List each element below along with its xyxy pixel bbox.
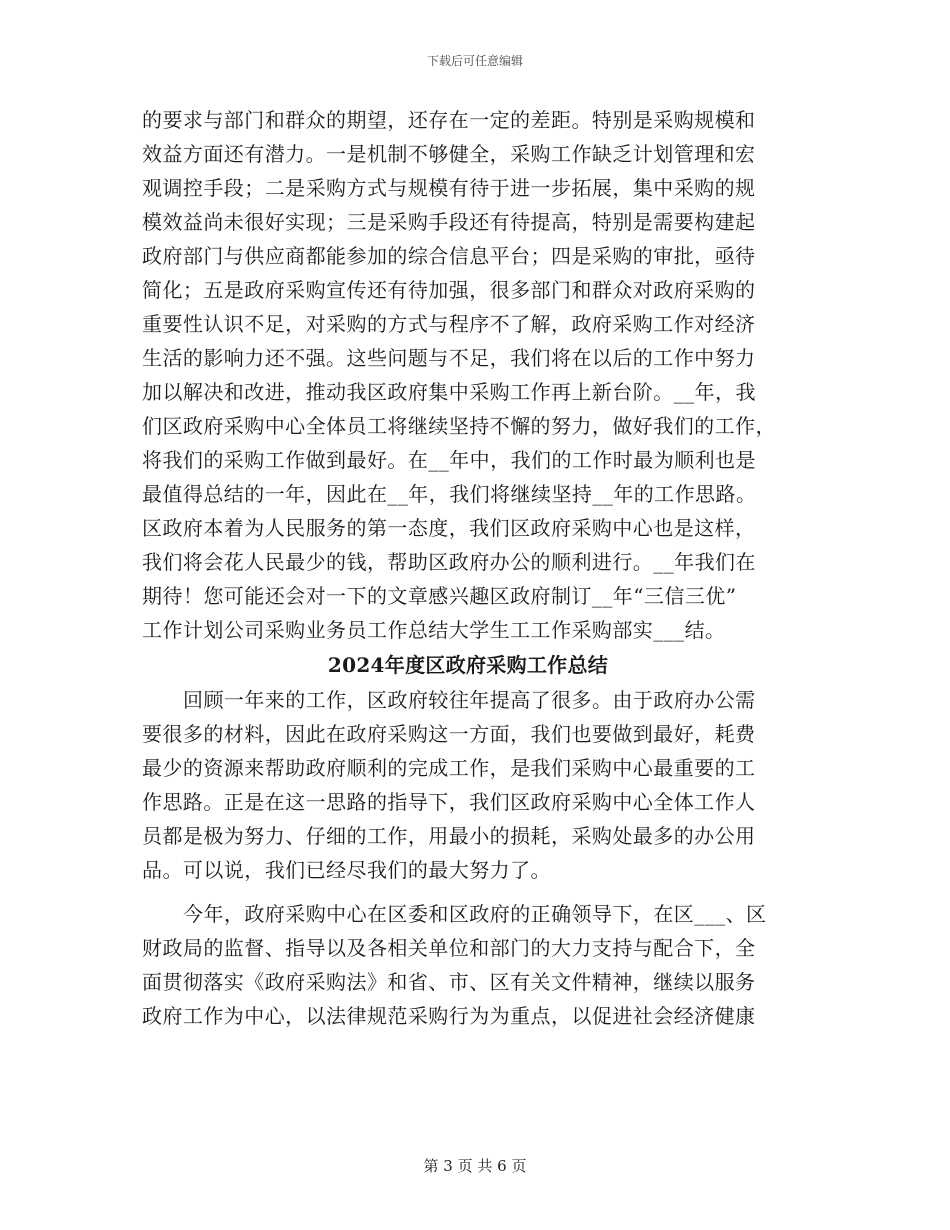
text-line: 效益方面还有潜力。一是机制不够健全，采购工作缺乏计划管理和宏 [142,142,756,166]
text-line: 观调控手段；二是采购方式与规模有待于进一步拓展，集中采购的规 [142,176,756,200]
document-title: 2024年度区政府采购工作总结 [327,653,609,677]
text-line: 简化；五是政府采购宣传还有待加强，很多部门和群众对政府采购的 [142,278,756,302]
text-line: 们区政府采购中心全体员工将继续坚持不懈的努力，做好我们的工作， [142,414,776,438]
paragraph-review [142,683,794,887]
text-line: 区政府本着为人民服务的第一态度，我们区政府采购中心也是这样， [142,516,756,540]
document-body [142,103,794,1033]
text-line: 的要求与部门和群众的期望，还存在一定的差距。特别是采购规模和 [142,108,756,132]
text-line: 模效益尚未很好实现；三是采购手段还有待提高，特别是需要构建起 [142,210,756,234]
paragraph-this-year [142,897,794,1033]
paragraph-continued [142,103,794,647]
text-line: 政府部门与供应商都能参加的综合信息平台；四是采购的审批，亟待 [142,244,756,268]
text-line: 今年，政府采购中心在区委和区政府的正确领导下，在区___、区 [183,902,767,926]
text-line: 工作计划公司采购业务员工作总结大学生工工作采购部实___结。 [142,618,726,642]
text-line: 重要性认识不足，对采购的方式与程序不了解，政府采购工作对经济 [142,312,756,336]
text-line: 财政局的监督、指导以及各相关单位和部门的大力支持与配合下，全 [142,936,756,960]
paragraph-gap [142,887,794,897]
page-header: 下载后可任意编辑 [426,54,523,68]
text-line: 加以解决和改进，推动我区政府集中采购工作再上新台阶。__年，我 [142,380,756,404]
text-line: 将我们的采购工作做到最好。在__年中，我们的工作时最为顺利也是 [142,448,756,472]
text-line: 品。可以说，我们已经尽我们的最大努力了。 [142,858,551,882]
text-line: 生活的影响力还不强。这些问题与不足，我们将在以后的工作中努力 [142,346,756,370]
text-line: 最值得总结的一年，因此在__年，我们将继续坚持__年的工作思路。 [142,482,757,506]
text-line: 面贯彻落实《政府采购法》和省、市、区有关文件精神，继续以服务 [142,970,756,994]
text-line: 作思路。正是在这一思路的指导下，我们区政府采购中心全体工作人 [142,790,756,814]
text-line: 员都是极为努力、仔细的工作，用最小的损耗，采购处最多的办公用 [142,824,756,848]
text-line: 期待！您可能还会对一下的文章感兴趣区政府制订__年“三信三优” [142,584,737,608]
page-footer: 第 3 页 共 6 页 [423,1157,527,1175]
text-line: 要很多的材料，因此在政府采购这一方面，我们也要做到最好，耗费 [142,722,756,746]
text-line: 回顾一年来的工作，区政府较往年提高了很多。由于政府办公需 [183,688,756,712]
text-line: 我们将会花人民最少的钱，帮助区政府办公的顺利进行。__年我们在 [142,550,756,574]
text-line: 政府工作为中心，以法律规范采购行为为重点，以促进社会经济健康 [142,1004,756,1028]
text-line: 最少的资源来帮助政府顺利的完成工作，是我们采购中心最重要的工 [142,756,756,780]
